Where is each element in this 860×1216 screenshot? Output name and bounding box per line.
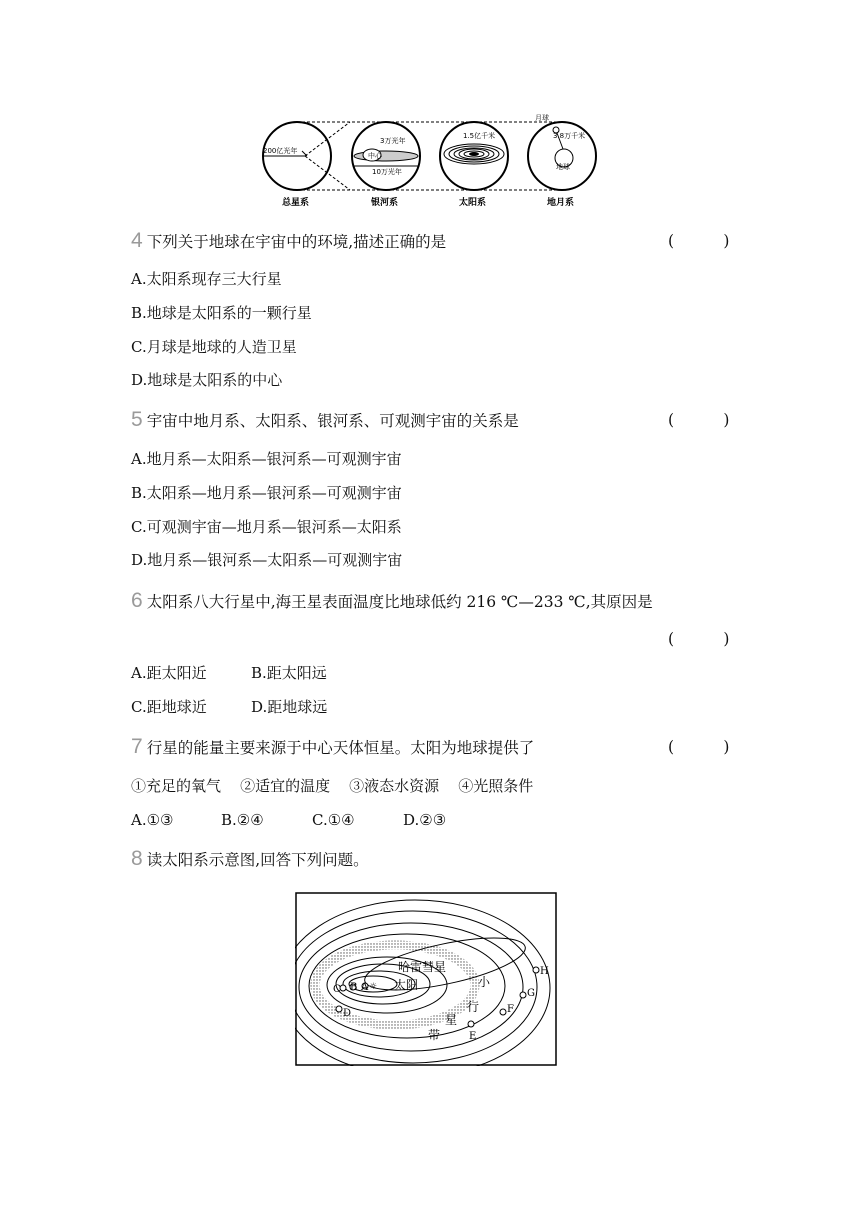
option-d: D.②③ [403,811,447,829]
caption-solar-system: 太阳系 [459,198,487,208]
caption-earth-moon: 地月系 [547,198,575,208]
option-b: B.地球是太阳系的一颗行星 [131,304,312,322]
planet-f-label: F [507,1004,514,1015]
planet-e-label: E [469,1031,477,1042]
option-a: A.地月系—太阳系—银河系—可观测宇宙 [131,450,402,468]
question-text: 太阳系八大行星中,海王星表面温度比地球低约 216 ℃—233 ℃,其原因是 [146,593,653,611]
caption-milky-way: 银河系 [371,198,399,208]
cosmic-hierarchy-figure [260,108,605,212]
question-text: 行星的能量主要来源于中心天体恒星。太阳为地球提供了 [146,739,535,757]
caption-total-galaxy: 总星系 [282,198,310,208]
asteroid-belt-label-1: 小 [478,975,491,989]
option-d: D.距地球远 [251,698,328,716]
question-text: 读太阳系示意图,回答下列问题。 [146,851,369,869]
option-a: A.距太阳近 [131,664,207,682]
moon-distance-label: 3.8万千米 [553,132,586,140]
planet-g-marker [520,992,526,998]
answer-blank[interactable]: ( ) [668,738,730,756]
galaxy-core-label: 中心 [368,152,382,160]
option-d: D.地球是太阳系的中心 [131,371,283,389]
question-text: 下列关于地球在宇宙中的环境,描述正确的是 [146,233,447,251]
sun-symbol: ☼ [369,982,378,992]
option-c: C.①④ [312,811,355,829]
earth-label: 地球 [556,163,570,171]
planet-g-label: G [527,988,535,999]
option-b: B.②④ [221,811,264,829]
option-a: A.①③ [131,811,174,829]
planet-d-label: D [343,1008,352,1019]
option-a: A.太阳系现存三大行星 [131,270,282,288]
answer-blank[interactable]: ( ) [668,630,730,648]
galaxy-width-label: 10万光年 [372,168,402,176]
sun-earth-distance-label: 1.5亿千米 [463,132,496,140]
option-d: D.地月系—银河系—太阳系—可观测宇宙 [131,551,403,569]
asteroid-belt-label-4: 带 [428,1028,441,1042]
question-number: 8 [131,847,143,870]
planet-a-label: A [361,982,369,993]
planet-c-marker [340,985,346,991]
planet-c-label: C [333,984,341,995]
question-4 [131,230,446,253]
answer-blank[interactable]: ( ) [668,232,730,250]
option-b: B.距太阳远 [251,664,327,682]
asteroid-belt-label-3: 星 [445,1013,458,1027]
question-5 [131,409,519,432]
question-6 [131,590,653,613]
planet-e-marker [468,1021,474,1027]
question-number: 5 [131,408,143,431]
question-number: 7 [131,735,143,758]
asteroid-belt-label-2: 行 [467,1000,480,1014]
sun-label: 太阳 [394,978,419,992]
question-text: 宇宙中地月系、太阳系、银河系、可观测宇宙的关系是 [146,412,519,430]
planet-d-marker [336,1006,342,1012]
question-number: 4 [131,229,143,252]
answer-blank[interactable]: ( ) [668,411,730,429]
planet-h-marker [533,967,539,973]
galaxy-thickness-label: 3万光年 [380,137,406,145]
question-8 [131,848,369,871]
planet-f-marker [500,1009,506,1015]
question-7 [131,736,534,759]
option-c: C.可观测宇宙—地月系—银河系—太阳系 [131,518,402,536]
question-number: 6 [131,589,143,612]
planet-b-label: B [350,982,358,993]
statement-list: ①充足的氧气 ②适宜的温度 ③液态水资源 ④光照条件 [131,777,534,795]
option-b: B.太阳系—地月系—银河系—可观测宇宙 [131,484,402,502]
planet-h-label: H [540,966,549,977]
option-c: C.距地球近 [131,698,207,716]
option-c: C.月球是地球的人造卫星 [131,338,297,356]
solar-system-diagram [295,892,557,1066]
total-dist-label: 200亿光年 [263,147,298,155]
moon-label: 月球 [535,114,549,122]
halley-comet-label: 哈雷彗星 [398,960,447,974]
